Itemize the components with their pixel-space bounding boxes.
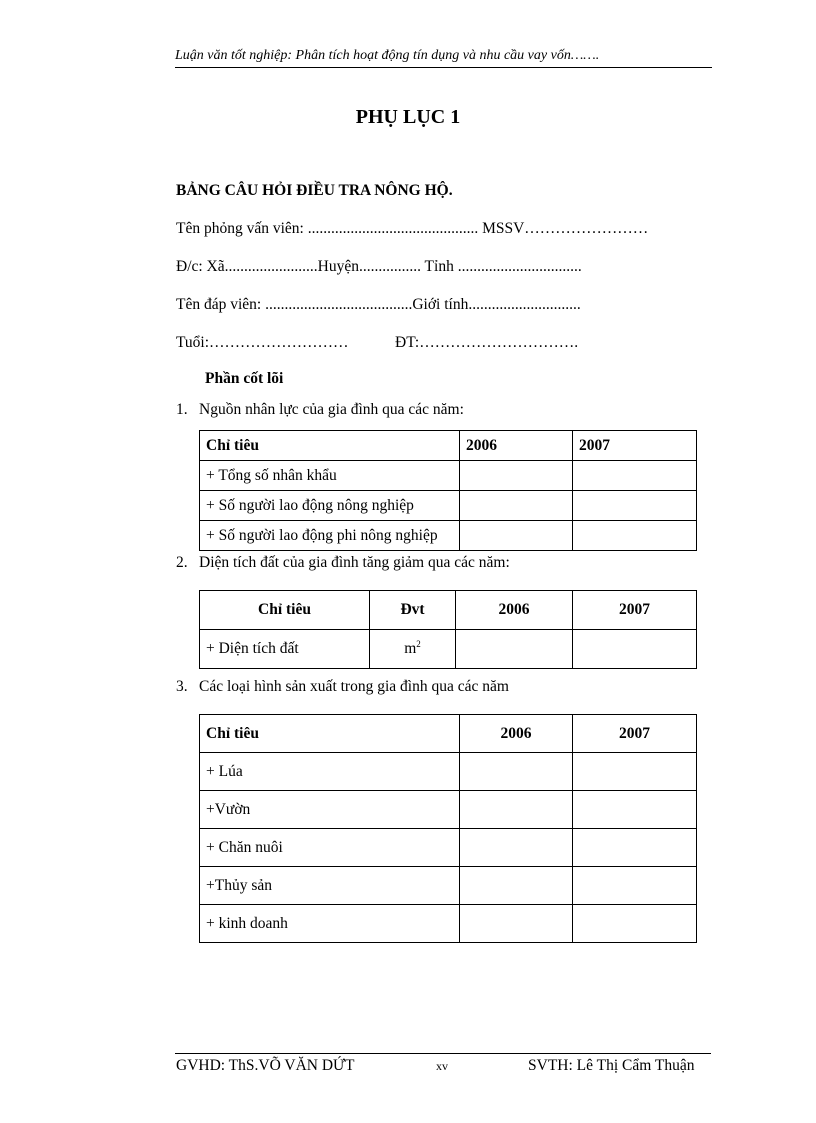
row-label: + Chăn nuôi <box>200 829 460 867</box>
row-label: + Số người lao động nông nghiệp <box>200 491 460 521</box>
subsection-title: Phần cốt lõi <box>205 370 284 387</box>
header-cell: 2007 <box>573 431 697 461</box>
header-cell: 2006 <box>456 591 573 630</box>
question-1 <box>176 401 464 419</box>
question-number: 1. <box>176 401 188 418</box>
row-label: +Thủy sản <box>200 867 460 905</box>
row-label: + Tổng số nhân khẩu <box>200 461 460 491</box>
value-cell <box>573 521 697 551</box>
table-row <box>200 867 697 905</box>
value-cell <box>573 867 697 905</box>
value-cell <box>573 905 697 943</box>
question-2 <box>176 554 510 572</box>
question-3 <box>176 678 509 696</box>
page-title: PHỤ LỤC 1 <box>355 106 461 128</box>
value-cell <box>456 630 573 669</box>
land-table <box>199 590 697 669</box>
row-label: + Diện tích đất <box>200 630 370 669</box>
footer-rule <box>175 1053 711 1054</box>
header-cell: 2007 <box>573 715 697 753</box>
row-label: +Vườn <box>200 791 460 829</box>
table-row <box>200 491 697 521</box>
labor-table <box>199 430 697 551</box>
header-cell: 2006 <box>460 431 573 461</box>
table-row <box>200 905 697 943</box>
value-cell <box>573 829 697 867</box>
value-cell <box>460 753 573 791</box>
value-cell <box>573 461 697 491</box>
page-number: xv <box>436 1059 448 1073</box>
value-cell <box>573 753 697 791</box>
table-row <box>200 461 697 491</box>
value-cell <box>460 829 573 867</box>
footer-advisor: GVHD: ThS.VÕ VĂN DỨT <box>176 1057 355 1074</box>
value-cell <box>573 491 697 521</box>
value-cell <box>573 791 697 829</box>
row-label: + Số người lao động phi nông nghiệp <box>200 521 460 551</box>
table-row <box>200 630 697 669</box>
form-line-interviewer: Tên phỏng vấn viên: ............................................ MSSV…………………… <box>176 220 649 237</box>
form-line-address: Đ/c: Xã........................Huyện................ Tỉnh ................................ <box>176 258 582 275</box>
header-cell: Đvt <box>370 591 456 630</box>
section-title: BẢNG CÂU HỎI ĐIỀU TRA NÔNG HỘ. <box>176 182 453 199</box>
table-row <box>200 791 697 829</box>
question-text: Các loại hình sản xuất trong gia đình qua các năm <box>199 678 509 695</box>
unit-exponent: 2 <box>416 639 421 650</box>
value-cell <box>460 905 573 943</box>
table-header-row <box>200 715 697 753</box>
table-row <box>200 829 697 867</box>
row-label: + Lúa <box>200 753 460 791</box>
value-cell <box>460 491 573 521</box>
table-header-row <box>200 591 697 630</box>
value-cell <box>460 791 573 829</box>
header-cell: Chỉ tiêu <box>200 715 460 753</box>
value-cell <box>460 867 573 905</box>
value-cell <box>460 521 573 551</box>
table-row <box>200 753 697 791</box>
unit-base: m <box>404 640 417 658</box>
footer-student: SVTH: Lê Thị Cẩm Thuận <box>528 1057 695 1074</box>
header-cell: 2006 <box>460 715 573 753</box>
question-text: Diện tích đất của gia đình tăng giảm qua các năm: <box>199 554 510 571</box>
header-rule <box>175 67 712 68</box>
value-cell <box>460 461 573 491</box>
header-cell: 2007 <box>573 591 697 630</box>
question-number: 3. <box>176 678 188 695</box>
question-text: Nguồn nhân lực của gia đình qua các năm: <box>199 401 464 418</box>
header-cell: Chỉ tiêu <box>200 591 370 630</box>
header-cell: Chỉ tiêu <box>200 431 460 461</box>
value-cell <box>573 630 697 669</box>
form-line-respondent: Tên đáp viên: ......................................Giới tính............................. <box>176 296 581 313</box>
table-header-row <box>200 431 697 461</box>
question-number: 2. <box>176 554 188 571</box>
running-header: Luận văn tốt nghiệp: Phân tích hoạt động tín dụng và nhu cầu vay vốn……. <box>175 48 600 63</box>
unit-cell <box>370 630 456 669</box>
production-table <box>199 714 697 943</box>
table-row <box>200 521 697 551</box>
row-label: + kinh doanh <box>200 905 460 943</box>
form-line-age-phone: Tuổi:……………………… ĐT:…………………………. <box>176 334 579 351</box>
